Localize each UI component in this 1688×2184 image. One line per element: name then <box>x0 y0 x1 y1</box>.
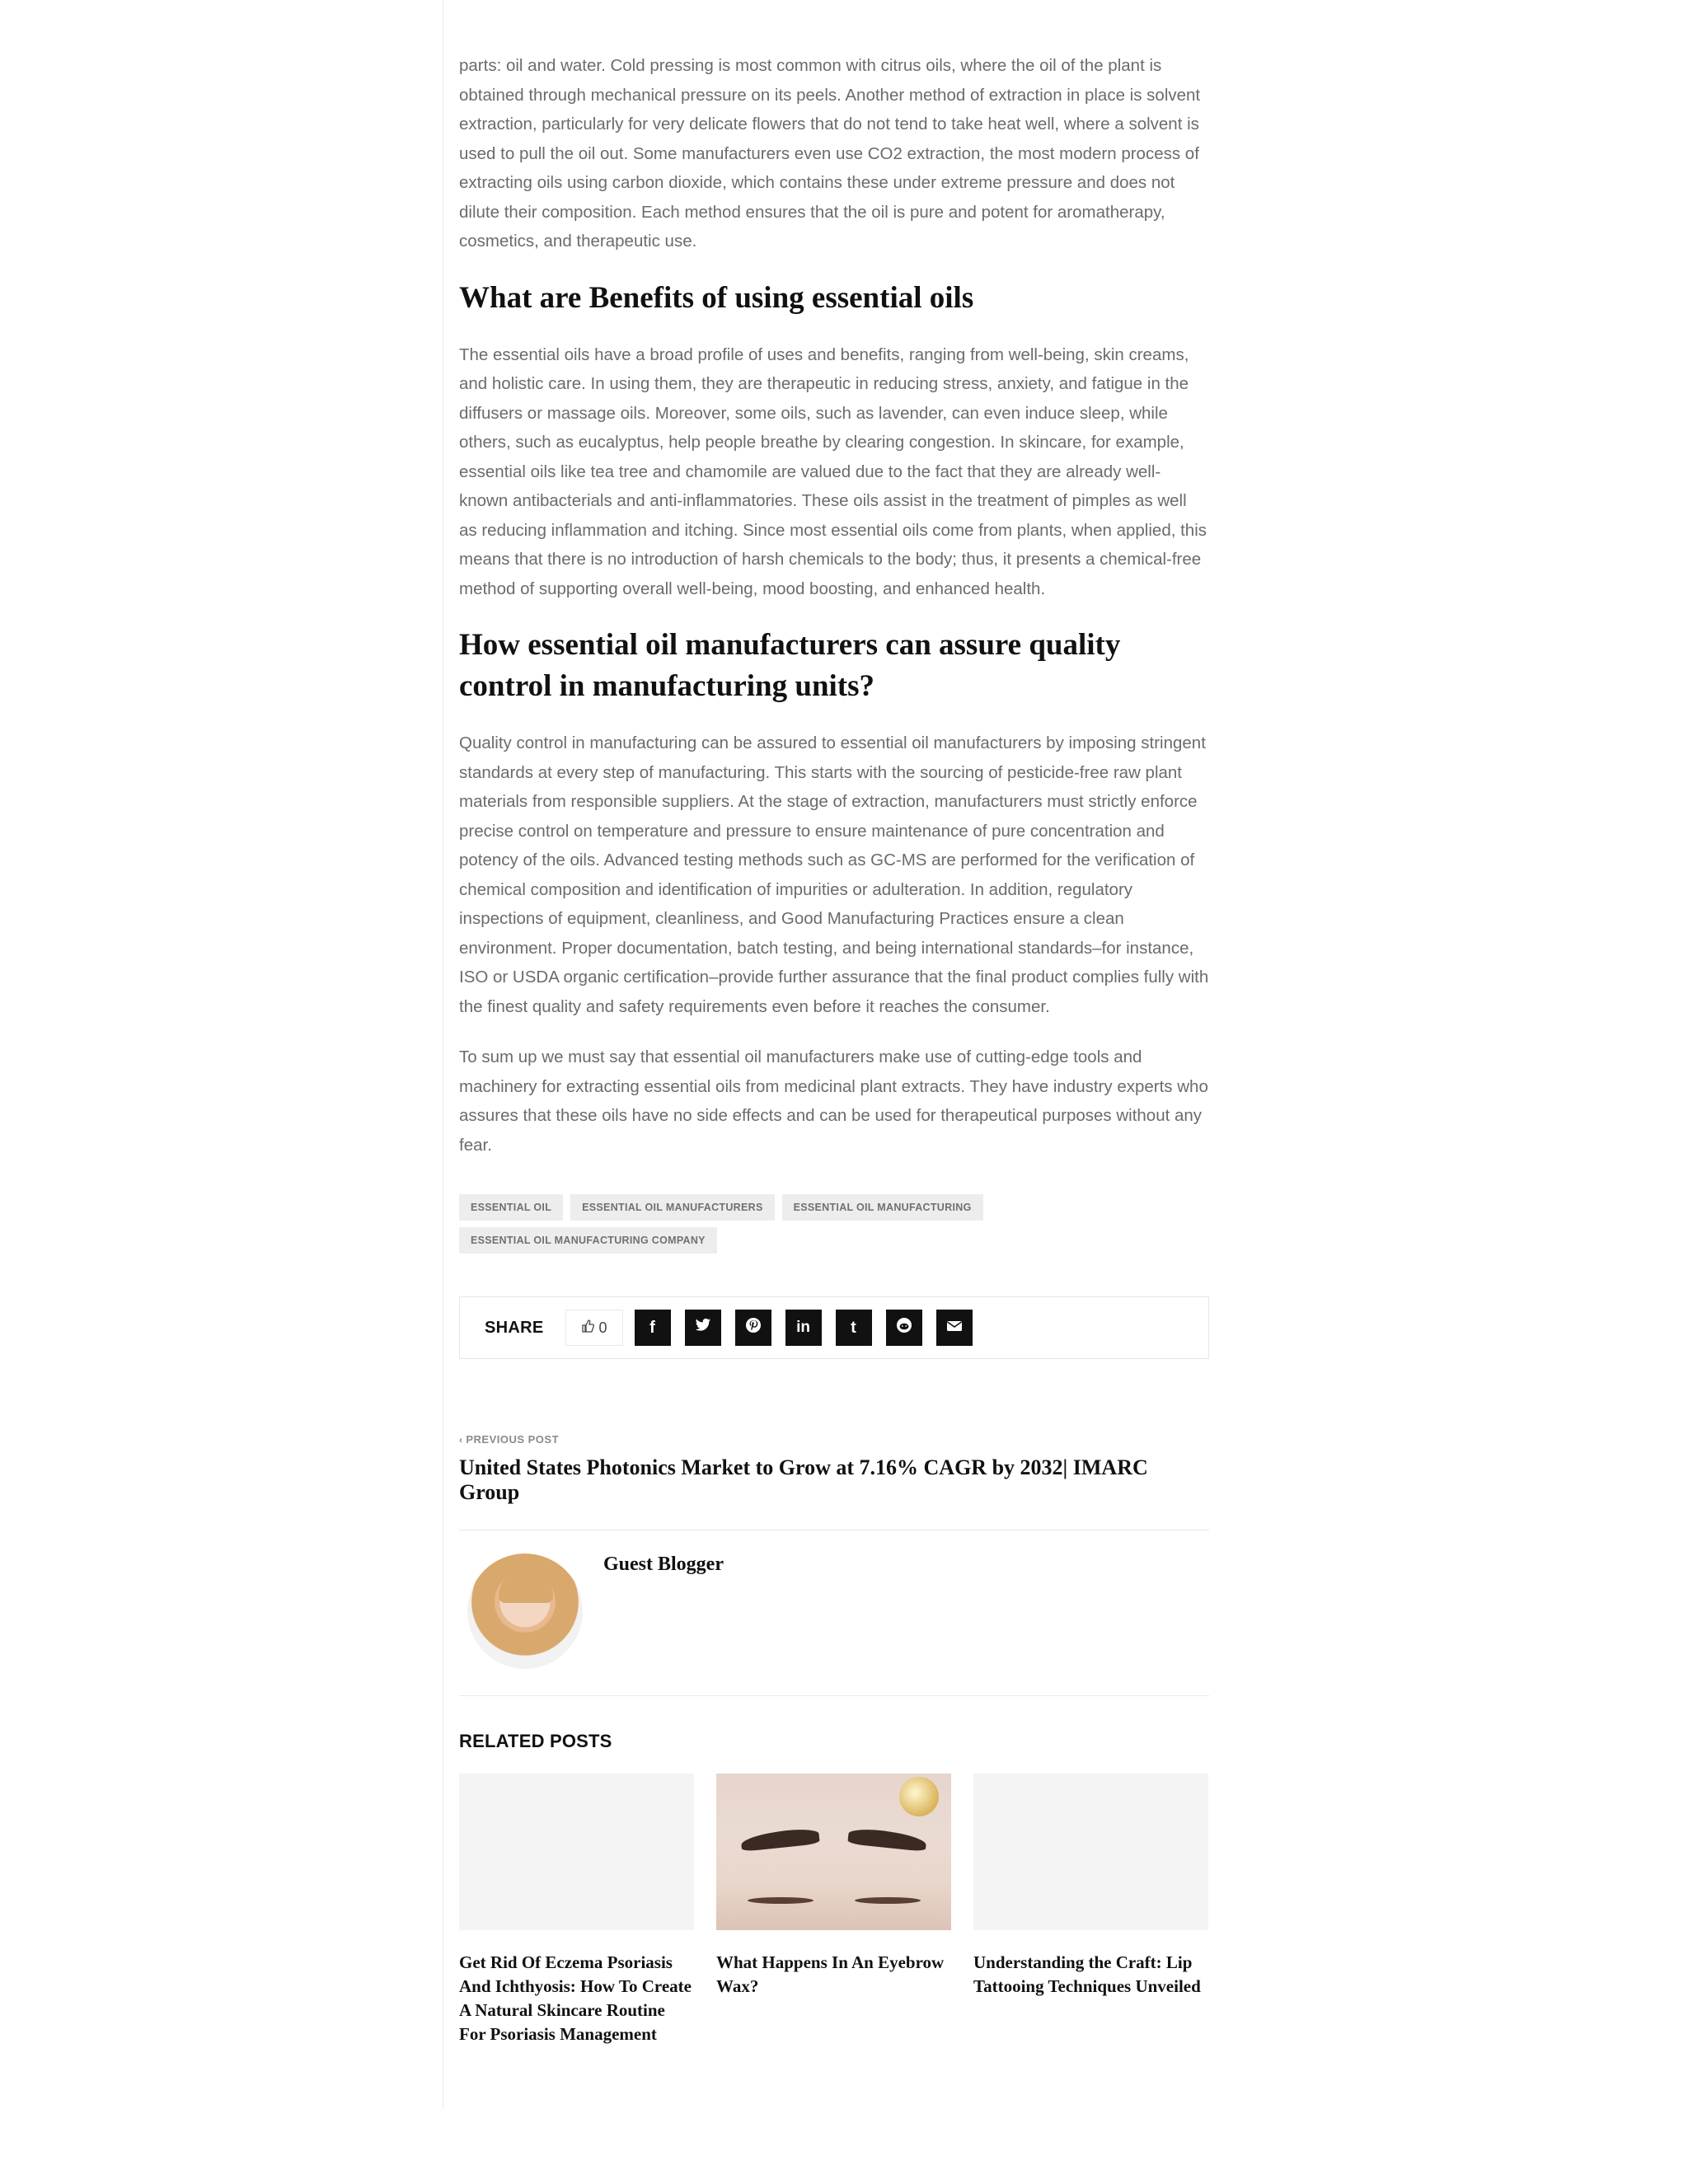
tag-essential-oil[interactable]: ESSENTIAL OIL <box>459 1194 563 1221</box>
author-name-link[interactable]: Guest Blogger <box>603 1554 724 1575</box>
related-post-title[interactable]: Understanding the Craft: Lip Tattooing Techniques Unveiled <box>973 1952 1201 1996</box>
previous-post <box>459 1433 1209 1505</box>
reddit-icon <box>896 1317 912 1338</box>
eye-shape <box>748 1897 814 1904</box>
thumbs-up-icon <box>581 1319 594 1337</box>
facebook-icon: f <box>649 1318 655 1337</box>
linkedin-icon: in <box>796 1319 810 1336</box>
share-linkedin-button[interactable] <box>785 1310 822 1346</box>
author-box <box>459 1554 1209 1672</box>
like-button[interactable] <box>565 1310 623 1346</box>
tag-list <box>459 1194 1053 1254</box>
related-posts-heading: RELATED POSTS <box>459 1731 612 1751</box>
share-pinterest-button[interactable] <box>735 1310 771 1346</box>
eyebrow-shape <box>740 1827 820 1852</box>
tag-essential-oil-manufacturing[interactable]: ESSENTIAL OIL MANUFACTURING <box>782 1194 983 1221</box>
eye-shape <box>855 1897 921 1904</box>
twitter-icon <box>695 1318 711 1338</box>
paragraph-quality-control: Quality control in manufacturing can be assured to essential oil manufacturers by imposing stringent standards at every step of manufacturing. This starts with the sourcing of pesticide-free raw plant materials from responsible suppliers. At the stage of extraction, manufacturers must strictly enforce precise control on temperature and pressure to ensure maintenance of pure concentration and potency of the oils. Advanced testing methods such as GC-MS are performed for the verification of chemical composition and identification of impurities or adulteration. In addition, regulatory inspections of equipment, cleanliness, and Good Manufacturing Practices ensure a clean environment. Proper documentation, batch testing, and being international standards–for instance, ISO or USDA organic certification–provide further assurance that the final product complies fully with the finest quality and safety requirements even before it reaches the consumer. <box>459 733 1209 1016</box>
share-twitter-button[interactable] <box>685 1310 721 1346</box>
share-facebook-button[interactable] <box>635 1310 671 1346</box>
heading-benefits: What are Benefits of using essential oils <box>459 280 974 315</box>
paragraph-extraction-methods: parts: oil and water. Cold pressing is most common with citrus oils, where the oil of the plant is obtained through mechanical pressure on its peels. Another method of extraction in place is solvent extraction, particularly for very delicate flowers that do not tend to take heat well, where a solvent is used to pull the oil out. Some manufacturers even use CO2 extraction, the most modern process of extracting oils using carbon dioxide, which contains these under extreme pressure and does not dilute their composition. Each method ensures that the oil is pure and potent for aromatherapy, cosmetics, and therapeutic use. <box>459 56 1201 251</box>
related-post-title[interactable]: Get Rid Of Eczema Psoriasis And Ichthyosis: How To Create A Natural Skincare Routine For Psoriasis Management <box>459 1952 692 2044</box>
article-content <box>459 51 1209 2046</box>
tag-essential-oil-manufacturing-company[interactable]: ESSENTIAL OIL MANUFACTURING COMPANY <box>459 1227 717 1254</box>
divider <box>459 1695 1209 1696</box>
share-label: SHARE <box>485 1318 544 1337</box>
share-reddit-button[interactable] <box>886 1310 922 1346</box>
like-count: 0 <box>598 1319 607 1336</box>
chevron-left-icon: ‹ <box>459 1434 467 1446</box>
previous-post-link[interactable]: United States Photonics Market to Grow at 7.16% CAGR by 2032| IMARC Group <box>459 1455 1148 1504</box>
share-tumblr-button[interactable] <box>836 1310 872 1346</box>
share-email-button[interactable] <box>936 1310 973 1346</box>
related-posts-grid <box>459 1774 1209 2046</box>
email-icon <box>946 1319 963 1338</box>
related-post-title[interactable]: What Happens In An Eyebrow Wax? <box>716 1952 945 1996</box>
related-post-card <box>459 1774 694 2046</box>
related-post-thumbnail[interactable] <box>716 1774 951 1930</box>
related-post-thumbnail[interactable] <box>973 1774 1208 1930</box>
related-post-thumbnail[interactable] <box>459 1774 694 1930</box>
paragraph-benefits: The essential oils have a broad profile of uses and benefits, ranging from well-being, skin creams, and holistic care. In using them, they are therapeutic in reducing stress, anxiety, and fatigue in the diffusers or massage oils. Moreover, some oils, such as lavender, can even induce sleep, while others, such as eucalyptus, help people breathe by clearing congestion. In skincare, for example, essential oils like tea tree and chamomile are valued due to the fact that they are already well-known antibacterials and anti-inflammatories. These oils assist in the treatment of pimples as well as reducing inflammation and itching. Since most essential oils come from plants, when applied, this means that there is no introduction of harsh chemicals to the body; thus, it presents a chemical-free method of supporting overall well-being, mood boosting, and enhanced health. <box>459 344 1207 598</box>
pinterest-icon <box>745 1317 762 1338</box>
tumblr-icon: t <box>851 1318 856 1337</box>
heading-quality-control: How essential oil manufacturers can assure quality control in manufacturing units? <box>459 628 1121 703</box>
share-bar <box>459 1296 1209 1359</box>
tag-essential-oil-manufacturers[interactable]: ESSENTIAL OIL MANUFACTURERS <box>570 1194 774 1221</box>
related-post-card <box>716 1774 951 2046</box>
eyebrow-shape <box>847 1827 927 1852</box>
author-avatar[interactable] <box>467 1554 583 1669</box>
oil-drop-shape <box>899 1777 939 1816</box>
paragraph-conclusion: To sum up we must say that essential oil manufacturers make use of cutting-edge tools and machinery for extracting essential oils from medicinal plant extracts. They have industry experts who assures that these oils have no side effects and can be used for therapeutical purposes without any fear. <box>459 1047 1208 1155</box>
related-post-card <box>973 1774 1208 2046</box>
previous-post-label: ‹ PREVIOUS POST <box>459 1433 560 1446</box>
